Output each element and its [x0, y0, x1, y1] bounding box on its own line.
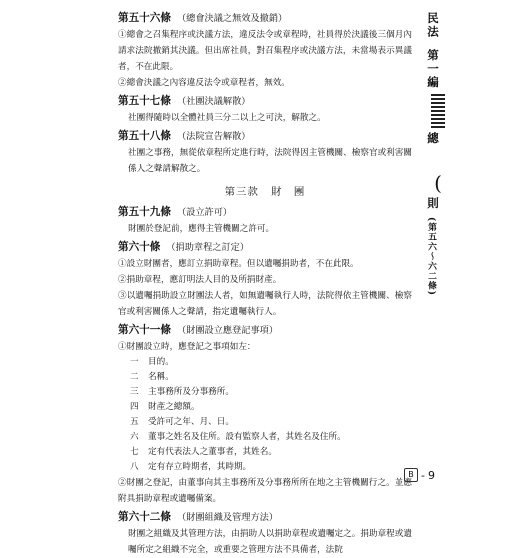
paragraph-text: 設立財團者，應訂立捐助章程。但以遺囑捐助者，不在此限。	[126, 259, 359, 269]
paragraph-text: 以遺囑捐助設立財團法人者，如無遺囑執行人時，法院得依主管機關、檢察官或利害關係人之聲請，指定遺囑執行人。	[118, 291, 412, 317]
article-paragraph	[118, 75, 412, 91]
paragraph-text: 總會之召集程序或決議方法，違反法令或章程時，社員得於決議後三個月內請求法院撤銷其決議。但出席社員，對召集程序或決議方法，未當場表示異議者，不在此限。	[118, 30, 412, 72]
articles-56-58	[118, 10, 412, 177]
page-badge: B	[404, 468, 418, 482]
page-body	[118, 8, 412, 558]
page-number: B - 9	[404, 468, 435, 482]
item-number: 五	[130, 417, 139, 427]
paragraph-text: 捐助章程，應訂明法人目的及所捐財產。	[126, 275, 282, 285]
item-text: 受許可之年、月、日。	[148, 417, 234, 427]
list-item	[118, 400, 412, 415]
article-number: 第五十七條	[118, 95, 171, 107]
chapter-name-2: 則	[426, 197, 440, 211]
item-text: 董事之姓名及住所。設有監察人者，其姓名及住所。	[148, 432, 346, 442]
enumerated-items	[118, 355, 412, 475]
article-paragraph	[118, 145, 412, 177]
section-name: 財 團	[271, 186, 306, 198]
article-heading	[118, 204, 412, 221]
article-paragraph	[118, 110, 412, 126]
paragraph-marker: ①	[118, 30, 127, 40]
list-item	[118, 445, 412, 460]
article-heading	[118, 10, 412, 27]
articles-59-60	[118, 204, 412, 320]
item-number: 一	[130, 357, 139, 367]
article-paragraph	[118, 27, 412, 75]
section-heading	[118, 183, 412, 198]
thumb-index-bars	[431, 94, 445, 128]
item-number: 七	[130, 447, 139, 457]
paragraph-text: 社團之事務，無從依章程所定進行時，法院得因主管機關、檢察官或利害關係人之聲請解散之。	[128, 148, 412, 174]
list-item	[118, 385, 412, 400]
item-number: 二	[130, 372, 139, 382]
article-caption: （設立許可）	[176, 207, 233, 218]
item-text: 定有存立時期者，其時期。	[148, 462, 252, 472]
page-number-value: 9	[427, 468, 435, 482]
article-caption: （財團組織及管理方法）	[176, 512, 279, 523]
article-caption: （法院宣告解散）	[176, 131, 251, 142]
item-text: 名稱。	[148, 372, 174, 382]
paragraph-marker: ③	[118, 291, 127, 301]
article-paragraph: ②財團之登記，由董事向其主事務所及分事務所所在地之主管機關行之。並應附具捐助章程或遺囑備案。	[118, 478, 412, 504]
paragraph-text: 社團得隨時以全體社員三分二以上之可決，解散之。	[128, 113, 326, 123]
item-number: 四	[130, 402, 139, 412]
article-heading	[118, 509, 412, 526]
paragraph-text: 總會決議之內容違反法令或章程者，無效。	[126, 78, 290, 88]
article-heading	[118, 93, 412, 110]
list-item	[118, 415, 412, 430]
section-number: 第三款	[224, 186, 259, 198]
item-text: 定有代表法人之董事者，其姓名。	[148, 447, 277, 457]
article-caption: （社團決議解散）	[176, 96, 251, 107]
paragraph-marker: ①	[118, 259, 127, 269]
paragraph-marker: ②	[118, 275, 127, 285]
article-caption: （總會決議之無效及撤銷）	[176, 13, 288, 24]
item-number: 三	[130, 387, 139, 397]
article-heading	[118, 239, 412, 256]
chapter-bracket: (	[434, 171, 442, 195]
paragraph-text: 財團於登記前，應得主管機關之許可。	[128, 224, 275, 234]
article-paragraph	[118, 288, 412, 320]
item-text: 主事務所及分事務所。	[148, 387, 234, 397]
chapter-name: 總	[426, 131, 440, 145]
item-number: 六	[130, 432, 139, 442]
list-item	[118, 370, 412, 385]
item-number: 八	[130, 462, 139, 472]
article-number: 第六十條	[118, 241, 161, 253]
side-header	[425, 12, 451, 295]
article-paragraph	[118, 272, 412, 288]
article-caption: （財團設立應登記事項）	[176, 325, 279, 336]
article-number: 第五十八條	[118, 130, 171, 142]
article-heading	[118, 322, 412, 339]
article-heading	[118, 128, 412, 145]
article-paragraph	[118, 256, 412, 272]
item-text: 財產之總額。	[148, 402, 200, 412]
article-caption: （捐助章程之訂定）	[166, 242, 250, 253]
item-text: 目的。	[148, 357, 174, 367]
article-number: 第五十六條	[118, 12, 171, 24]
paragraph-marker: ②	[118, 78, 127, 88]
article-number: 第五十九條	[118, 206, 171, 218]
law-name: 民法	[426, 12, 440, 39]
part-name: 第一編	[426, 49, 440, 90]
list-item	[118, 355, 412, 370]
article-number: 第六十一條	[118, 324, 171, 336]
article-range: (第五六〜六二條)	[426, 216, 436, 296]
list-item	[118, 430, 412, 445]
list-item	[118, 460, 412, 475]
article-paragraph	[118, 221, 412, 237]
article-paragraph: ①財團設立時，應登記之事項如左：	[118, 342, 256, 352]
article-number: 第六十二條	[118, 511, 171, 523]
article-paragraph: 財團之組織及其管理方法，由捐助人以捐助章程或遺囑定之。捐助章程或遺囑所定之組織不完全，或重要之管理方法不具備者，法院	[128, 529, 412, 555]
